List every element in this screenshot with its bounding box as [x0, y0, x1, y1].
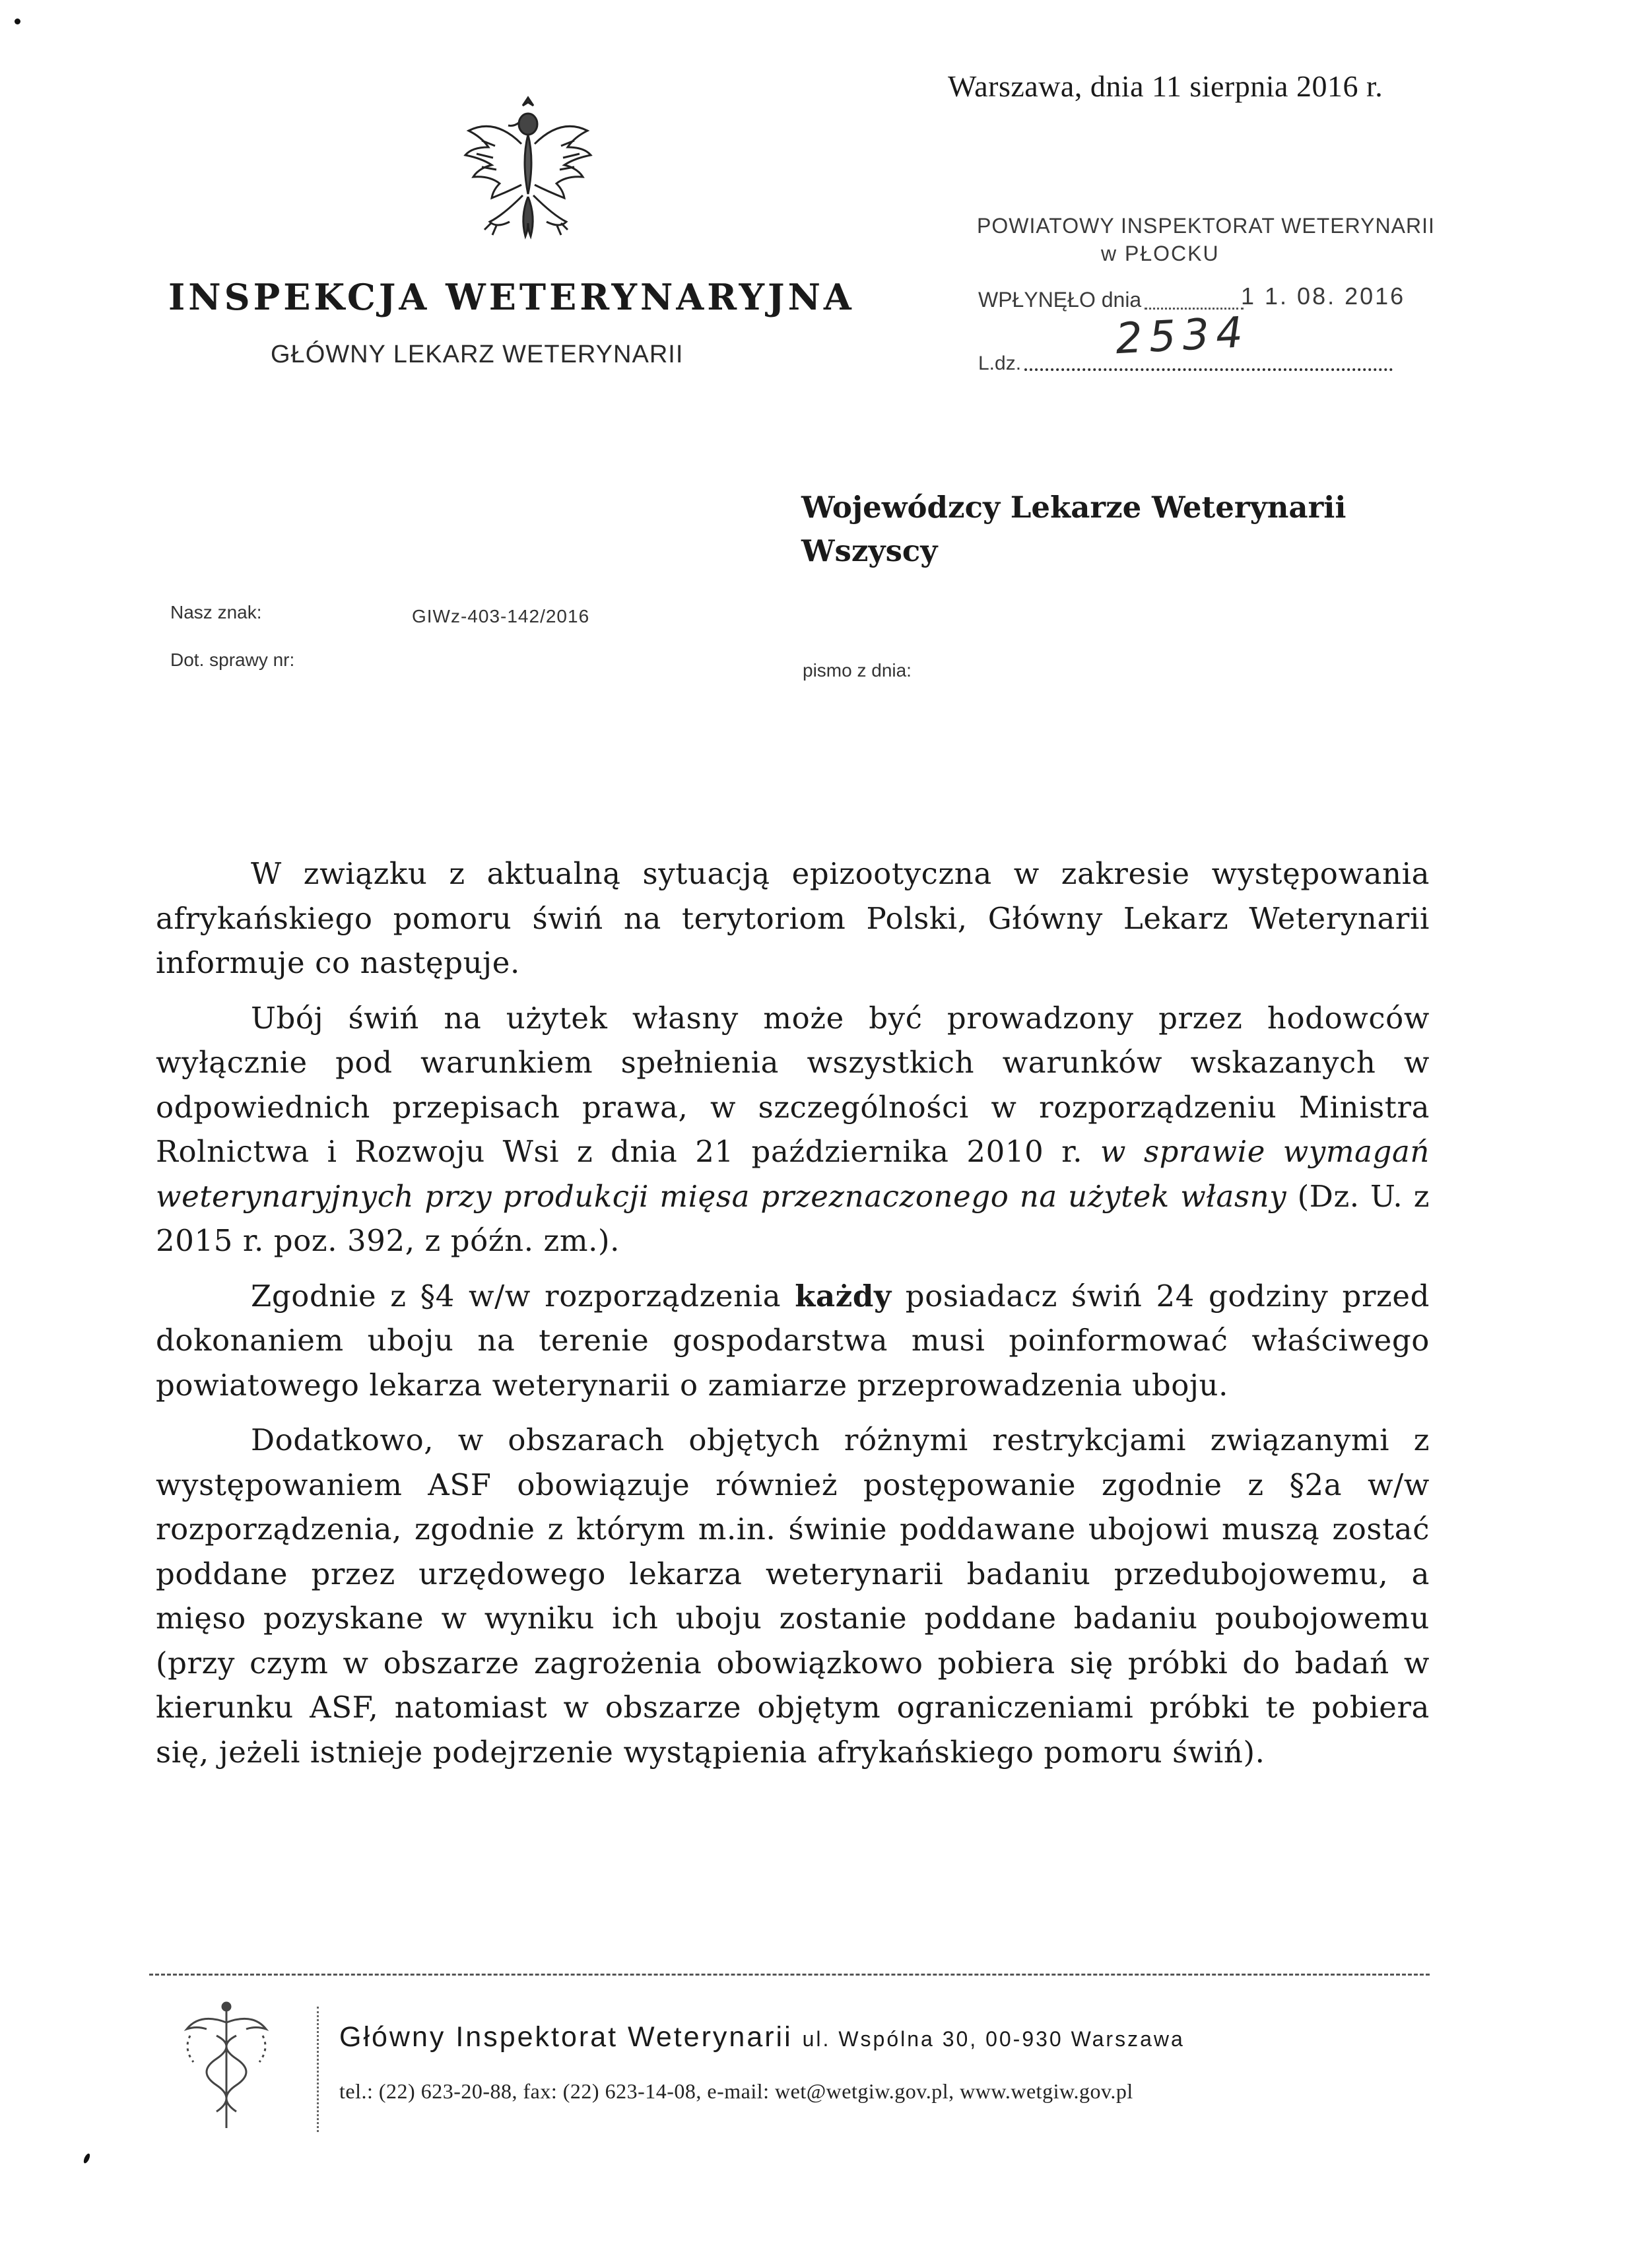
- footer-separator: [149, 1974, 1430, 1976]
- letter-date-label: pismo z dnia:: [803, 660, 912, 681]
- scan-speck: [15, 18, 20, 24]
- letter-body: [156, 851, 1430, 1774]
- recipient-line-2: Wszyscy: [801, 533, 938, 568]
- case-number-label: Dot. sprawy nr:: [170, 650, 295, 670]
- body-paragraph-2: [156, 996, 1430, 1263]
- recipient-line-1: Wojewódzcy Lekarze Weterynarii: [801, 490, 1346, 525]
- emphasis-word: każdy: [795, 1278, 892, 1314]
- body-paragraph-3-text: Zgodnie z §4 w/w rozporządzenia: [251, 1278, 795, 1314]
- stamp-received-date: 1 1. 08. 2016: [1241, 283, 1406, 310]
- stamp-dotted-line: [1024, 355, 1393, 371]
- footer-contact: tel.: (22) 623-20-88, fax: (22) 623-14-08, e-mail: wet@wetgiw.gov.pl, www.wetgiw.gov.pl: [339, 2079, 1133, 2103]
- body-paragraph-3-rest: posiadacz świń 24 godziny przed dokonaniem uboju na terenie gospodarstwa musi poinformować właściwego powiatowego lekarza weterynarii o zamiarze przeprowadzenia uboju.: [156, 1278, 1430, 1403]
- body-paragraph-2-citation: (Dz. U. z 2015 r. poz. 392, z późn. zm.).: [156, 1178, 1430, 1258]
- body-paragraph-3: [156, 1274, 1430, 1408]
- stamp-ldz-label: L.dz.: [978, 352, 1022, 374]
- eagle-emblem-icon: [462, 91, 594, 250]
- stamp-handwritten-number: 2534: [1114, 308, 1251, 364]
- document-date: Warszawa, dnia 11 sierpnia 2016 r.: [948, 69, 1383, 103]
- body-paragraph-1: W związku z aktualną sytuacją epizootyczna w zakresie występowania afrykańskiego pomoru świń na terytoriom Polski, Główny Lekarz Weterynarii informuje co następuje.: [156, 856, 1430, 980]
- footer-address: ul. Wspólna 30, 00-930 Warszawa: [802, 2027, 1185, 2051]
- stamp-office-city: w PŁOCKU: [1101, 242, 1220, 265]
- scan-speck: [83, 2152, 91, 2164]
- regulation-title: w sprawie wymagań weterynaryjnych przy produkcji mięsa przeznaczonego na użytek własny: [156, 1134, 1430, 1214]
- our-reference-label: Nasz znak:: [170, 602, 262, 622]
- our-reference-value: GIWz-403-142/2016: [412, 606, 590, 626]
- footer-institution: [339, 2021, 1185, 2053]
- caduceus-logo-icon: [177, 1996, 276, 2135]
- stamp-received-label: WPŁYNĘŁO dnia: [978, 288, 1142, 312]
- body-paragraph-4: Dodatkowo, w obszarach objętych różnymi restrykcjami związanymi z występowaniem ASF obowiązuje również postępowanie zgodnie z §2a w/w rozporządzenia, zgodnie z którym m.in. świnie poddawane ubojowi muszą zostać poddane przez urzędowego lekarza weterynarii badaniu przedubojowemu, a mięso pozyskane w wyniku ich uboju zostanie poddane badaniu poubojowemu (przy czym w obszarze zagrożenia obowiązkowo pobiera się próbki do badań w kierunku ASF, natomiast w obszarze objętym ograniczeniami próbki te pobiera się, jeżeli istnieje podejrzenie wystąpienia afrykańskiego pomoru świń).: [156, 1422, 1430, 1770]
- organization-title: INSPEKCJA WETERYNARYJNA: [168, 276, 855, 318]
- stamp-dotted-line: [1145, 289, 1244, 310]
- stamp-office-name: POWIATOWY INSPEKTORAT WETERYNARII: [977, 214, 1435, 238]
- footer-divider: [317, 2007, 319, 2132]
- footer-institution-name: Główny Inspektorat Weterynarii: [339, 2021, 793, 2053]
- organization-subtitle: GŁÓWNY LEKARZ WETERYNARII: [271, 341, 684, 368]
- body-paragraph-2-text: Ubój świń na użytek własny może być prowadzony przez hodowców wyłącznie pod warunkiem spełnienia wszystkich warunków wskazanych w odpowiednich przepisach prawa, w szczególności w rozporządzeniu Ministra Rolnictwa i Rozwoju Wsi z dnia 21 października 2010 r.: [156, 1000, 1430, 1169]
